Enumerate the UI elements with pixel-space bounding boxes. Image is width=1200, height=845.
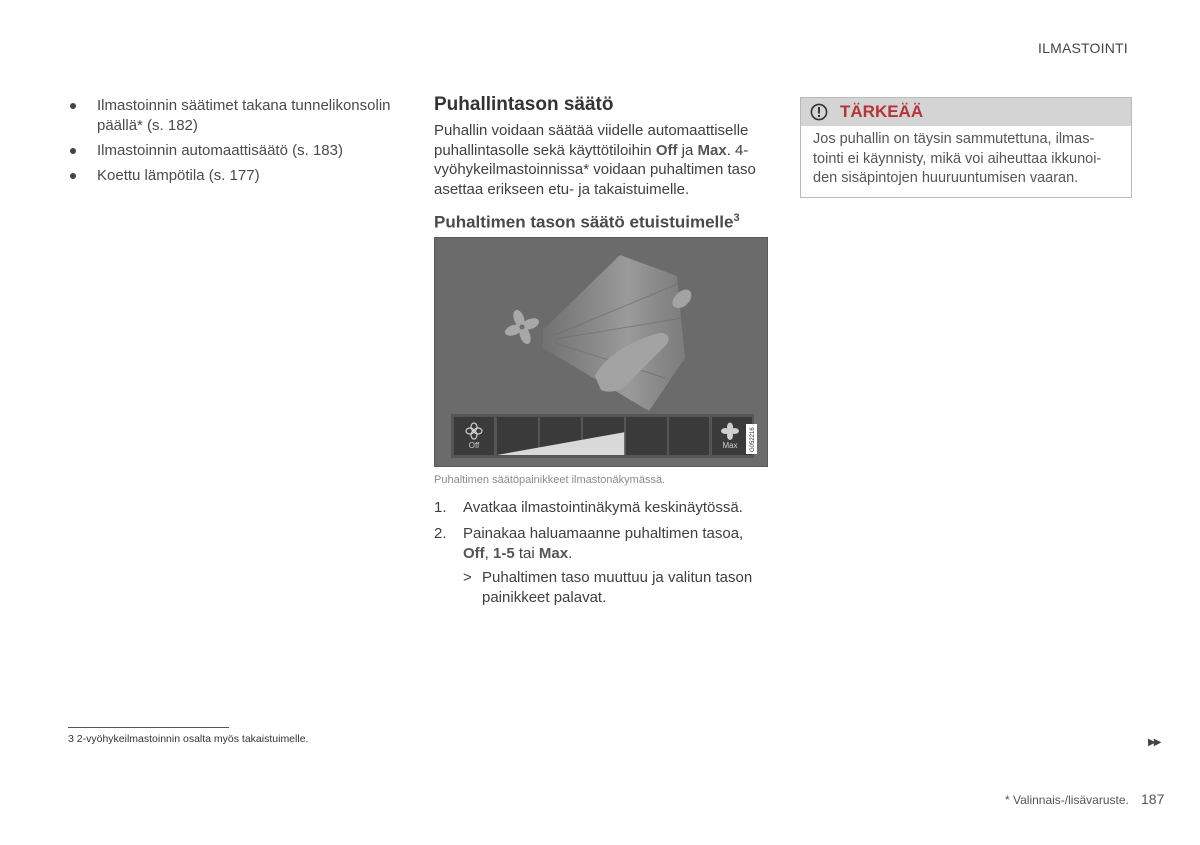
page-number: 187 xyxy=(1141,791,1165,807)
warning-text: Jos puhallin on täysin sammutettuna, ilmas-tointi ei käynnisty, mikä voi aiheuttaa ikkunoi-den sisäpintojen huuruuntumisen vaaran. xyxy=(813,131,1102,186)
instruction-steps xyxy=(434,498,769,614)
intro-paragraph: Puhallin voidaan säätää viidelle automaattiselle puhallintasolle sekä käyttötiloihin Off ja Max. 4-vyöhykeilmastoinnissa* voidaan puhaltimen taso asettaa erikseen etu- ja takaistuimelle. xyxy=(434,122,756,198)
exclamation-circle-icon xyxy=(810,103,828,121)
list-item[interactable]: Ilmastoinnin säätimet takana tunnelikonsolin päällä* (s. 182) xyxy=(68,96,403,136)
off-button-label: Off xyxy=(468,441,480,450)
warning-header xyxy=(801,98,1131,126)
level-4-button[interactable] xyxy=(626,417,667,455)
footnote: 3 2-vyöhykeilmastoinnin osalta myös takaistuimelle. xyxy=(68,733,309,745)
level-5-button[interactable] xyxy=(669,417,709,455)
max-button-label: Max xyxy=(722,441,738,450)
subsection-title: Puhaltimen tason säätö etuistuimelle$^3$ xyxy=(434,212,740,232)
warning-box xyxy=(800,97,1132,198)
fan-off-button[interactable] xyxy=(454,417,494,455)
fan-control-illustration xyxy=(434,237,768,467)
off-term: Off xyxy=(655,141,678,159)
warning-title: TÄRKEÄÄ xyxy=(840,102,924,121)
next-page-arrows[interactable]: ▶▶ xyxy=(1148,737,1160,748)
footnote-ref[interactable]: 3 xyxy=(733,212,740,224)
step-result: > Puhaltimen taso muuttuu ja valitun tason painikkeet palavat. xyxy=(463,569,753,606)
figure-caption: Puhaltimen säätöpainikkeet ilmastonäkymässä. xyxy=(434,474,666,486)
figure-code-tag xyxy=(746,424,757,454)
footnote-divider xyxy=(68,727,229,728)
fan-level-buttons[interactable] xyxy=(497,417,709,455)
related-links-list xyxy=(68,96,403,191)
list-item[interactable]: Ilmastoinnin automaattisäätö (s. 183) xyxy=(68,141,403,161)
max-term: Max xyxy=(697,141,727,159)
list-item: 2. Painakaa haluamaanne puhaltimen tasoa, Off, 1-5 tai Max. > Puhaltimen taso muuttuu ja valitun tason painikkeet palavat. xyxy=(434,524,769,608)
optional-equipment-note: * Valinnais-/lisävaruste. xyxy=(1005,793,1129,807)
list-item: 1. Avatkaa ilmastointinäkymä keskinäytössä. xyxy=(434,499,743,516)
section-header: ILMASTOINTI xyxy=(1038,40,1128,56)
svg-text:G052216: G052216 xyxy=(750,427,756,452)
section-title: Puhallintason säätö xyxy=(434,94,614,115)
list-item[interactable]: Koettu lämpötila (s. 177) xyxy=(68,166,403,186)
